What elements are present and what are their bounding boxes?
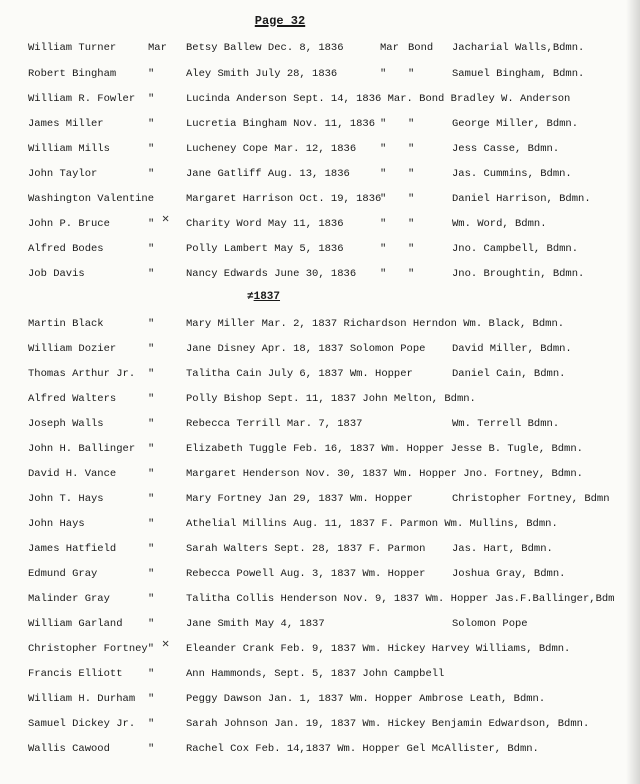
groom-name: Alfred Bodes	[28, 243, 104, 255]
ditto-mark: "	[148, 93, 155, 105]
bond-column: "	[408, 68, 415, 80]
groom-name: Martin Black	[28, 318, 104, 330]
bondsman: Jacharial Walls,Bdmn.	[452, 42, 585, 54]
list-item	[0, 218, 640, 234]
bride-and-date: Aley Smith July 28, 1836	[186, 68, 338, 80]
ditto-mark: "	[148, 693, 155, 705]
list-item	[0, 143, 640, 159]
bondsman: Jas. Hart, Bdmn.	[452, 543, 553, 555]
ditto-mark: "	[148, 218, 155, 230]
ditto-mark: "	[148, 543, 155, 555]
cross-mark-icon: ✕	[162, 637, 170, 651]
bond-column: "	[408, 243, 415, 255]
bondsman: Jno. Broughtin, Bdmn.	[452, 268, 585, 280]
bondsman: David Miller, Bdmn.	[452, 343, 572, 355]
ditto-mark: "	[148, 568, 155, 580]
bride-and-date: Rachel Cox Feb. 14,1837 Wm. Hopper Gel McAllister, Bdmn.	[186, 743, 539, 755]
bride-and-date: Talitha Collis Henderson Nov. 9, 1837 Wm. Hopper Jas.F.Ballinger,Bdm	[186, 593, 615, 605]
groom-name: William Turner	[28, 42, 117, 54]
groom-name: James Hatfield	[28, 543, 117, 555]
mar-column: "	[380, 268, 387, 280]
ditto-mark: "	[148, 143, 155, 155]
mar-column: "	[380, 68, 387, 80]
groom-name: Wallis Cawood	[28, 743, 110, 755]
list-item	[0, 718, 640, 734]
year-heading: ≠1837	[247, 291, 281, 303]
page-edge-shadow	[626, 0, 640, 784]
ditto-mark: "	[148, 718, 155, 730]
bond-column: "	[408, 143, 415, 155]
list-item	[0, 243, 640, 259]
groom-name: Samuel Dickey Jr.	[28, 718, 136, 730]
mar-column: "	[380, 243, 387, 255]
bond-column: "	[408, 118, 415, 130]
ditto-mark: "	[148, 618, 155, 630]
bondsman: Solomon Pope	[452, 618, 528, 630]
groom-name: William Dozier	[28, 343, 117, 355]
bride-and-date: Jane Disney Apr. 18, 1837 Solomon Pope	[186, 343, 426, 355]
groom-name: William H. Durham	[28, 693, 136, 705]
groom-name: Joseph Walls	[28, 418, 104, 430]
bride-and-date: Polly Lambert May 5, 1836	[186, 243, 344, 255]
groom-name: Thomas Arthur Jr.	[28, 368, 136, 380]
mar-column: "	[380, 118, 387, 130]
bondsman: Daniel Cain, Bdmn.	[452, 368, 566, 380]
bondsman: Wm. Word, Bdmn.	[452, 218, 547, 230]
groom-name: Edmund Gray	[28, 568, 98, 580]
groom-name: John H. Ballinger	[28, 443, 136, 455]
ditto-mark: "	[148, 668, 155, 680]
groom-name: William Mills	[28, 143, 110, 155]
ditto-mark: "	[148, 118, 155, 130]
bride-and-date: Jane Smith May 4, 1837	[186, 618, 325, 630]
groom-name: David H. Vance	[28, 468, 117, 480]
bride-and-date: Lucheney Cope Mar. 12, 1836	[186, 143, 357, 155]
bride-and-date: Lucretia Bingham Nov. 11, 1836	[186, 118, 376, 130]
page-title: Page 32	[254, 14, 306, 28]
ditto-mark: "	[148, 68, 155, 80]
groom-name: John Taylor	[28, 168, 98, 180]
groom-name: John T. Hays	[28, 493, 104, 505]
bond-column: "	[408, 168, 415, 180]
bondsman: Daniel Harrison, Bdmn.	[452, 193, 591, 205]
bride-and-date: Athelial Millins Aug. 11, 1837 F. Parmon Wm. Mullins, Bdmn.	[186, 518, 558, 530]
ditto-mark: "	[148, 243, 155, 255]
list-item	[0, 393, 640, 409]
bride-and-date: Rebecca Powell Aug. 3, 1837 Wm. Hopper	[186, 568, 426, 580]
bond-column: Bond	[408, 42, 434, 54]
list-item	[0, 668, 640, 684]
ditto-mark: "	[148, 593, 155, 605]
list-item	[0, 418, 640, 434]
list-item	[0, 318, 640, 334]
bride-and-date: Mary Fortney Jan 29, 1837 Wm. Hopper	[186, 493, 413, 505]
bride-and-date: Sarah Walters Sept. 28, 1837 F. Parmon	[186, 543, 426, 555]
list-item	[0, 68, 640, 84]
ditto-mark: Mar	[148, 42, 167, 54]
list-item	[0, 593, 640, 609]
list-item	[0, 443, 640, 459]
list-item	[0, 618, 640, 634]
bride-and-date: Sarah Johnson Jan. 19, 1837 Wm. Hickey Benjamin Edwardson, Bdmn.	[186, 718, 590, 730]
cross-mark-icon: ✕	[162, 212, 170, 226]
bride-and-date: Eleander Crank Feb. 9, 1837 Wm. Hickey Harvey Williams, Bdmn.	[186, 643, 571, 655]
bondsman: George Miller, Bdmn.	[452, 118, 579, 130]
bride-and-date: Betsy Ballew Dec. 8, 1836	[186, 42, 344, 54]
list-item	[0, 568, 640, 584]
ditto-mark: "	[148, 518, 155, 530]
bride-and-date: Margaret Henderson Nov. 30, 1837 Wm. Hopper Jno. Fortney, Bdmn.	[186, 468, 583, 480]
list-item	[0, 343, 640, 359]
mar-column: "	[380, 193, 387, 205]
groom-name: John Hays	[28, 518, 85, 530]
groom-name: Washington Valentine	[28, 193, 155, 205]
bond-column: "	[408, 193, 415, 205]
bond-column: "	[408, 268, 415, 280]
bondsman: Joshua Gray, Bdmn.	[452, 568, 566, 580]
groom-name: Job Davis	[28, 268, 85, 280]
list-item	[0, 493, 640, 509]
bride-and-date: Polly Bishop Sept. 11, 1837 John Melton, Bdmn.	[186, 393, 476, 405]
bride-and-date: Margaret Harrison Oct. 19, 1836	[186, 193, 382, 205]
list-item	[0, 643, 640, 659]
list-item	[0, 518, 640, 534]
ditto-mark: "	[148, 393, 155, 405]
bride-and-date: Mary Miller Mar. 2, 1837 Richardson Herndon Wm. Black, Bdmn.	[186, 318, 565, 330]
bride-and-date: Ann Hammonds, Sept. 5, 1837 John Campbell	[186, 668, 445, 680]
bond-column: "	[408, 218, 415, 230]
mar-column: "	[380, 218, 387, 230]
bondsman: Jas. Cummins, Bdmn.	[452, 168, 572, 180]
ditto-mark: "	[148, 468, 155, 480]
groom-name: Robert Bingham	[28, 68, 117, 80]
mar-column: "	[380, 168, 387, 180]
bride-and-date: Charity Word May 11, 1836	[186, 218, 344, 230]
ditto-mark: "	[148, 268, 155, 280]
bride-and-date: Rebecca Terrill Mar. 7, 1837	[186, 418, 363, 430]
list-item	[0, 118, 640, 134]
bride-and-date: Talitha Cain July 6, 1837 Wm. Hopper	[186, 368, 413, 380]
ditto-mark: "	[148, 168, 155, 180]
bride-and-date: Lucinda Anderson Sept. 14, 1836 Mar. Bond Bradley W. Anderson	[186, 93, 571, 105]
bondsman: Wm. Terrell Bdmn.	[452, 418, 560, 430]
groom-name: John P. Bruce	[28, 218, 110, 230]
list-item	[0, 693, 640, 709]
bondsman: Christopher Fortney, Bdmn	[452, 493, 610, 505]
list-item	[0, 42, 640, 58]
groom-name: James Miller	[28, 118, 104, 130]
bondsman: Samuel Bingham, Bdmn.	[452, 68, 585, 80]
mar-column: "	[380, 143, 387, 155]
list-item	[0, 743, 640, 759]
bride-and-date: Peggy Dawson Jan. 1, 1837 Wm. Hopper Ambrose Leath, Bdmn.	[186, 693, 546, 705]
groom-name: Malinder Gray	[28, 593, 110, 605]
bride-and-date: Jane Gatliff Aug. 13, 1836	[186, 168, 350, 180]
list-item	[0, 368, 640, 384]
mar-column: Mar	[380, 42, 399, 54]
ditto-mark: "	[148, 493, 155, 505]
groom-name: Alfred Walters	[28, 393, 117, 405]
groom-name: Francis Elliott	[28, 668, 123, 680]
bondsman: Jno. Campbell, Bdmn.	[452, 243, 579, 255]
list-item	[0, 543, 640, 559]
list-item	[0, 193, 640, 209]
groom-name: Christopher Fortney"	[28, 643, 155, 655]
list-item	[0, 268, 640, 284]
ditto-mark: "	[148, 343, 155, 355]
bride-and-date: Nancy Edwards June 30, 1836	[186, 268, 357, 280]
groom-name: William R. Fowler	[28, 93, 136, 105]
ditto-mark: "	[148, 318, 155, 330]
bride-and-date: Elizabeth Tuggle Feb. 16, 1837 Wm. Hopper Jesse B. Tugle, Bdmn.	[186, 443, 583, 455]
ditto-mark: "	[148, 418, 155, 430]
groom-name: William Garland	[28, 618, 123, 630]
bondsman: Jess Casse, Bdmn.	[452, 143, 560, 155]
list-item	[0, 468, 640, 484]
ditto-mark: "	[148, 443, 155, 455]
ditto-mark: "	[148, 743, 155, 755]
list-item	[0, 93, 640, 109]
list-item	[0, 168, 640, 184]
ditto-mark: "	[148, 368, 155, 380]
